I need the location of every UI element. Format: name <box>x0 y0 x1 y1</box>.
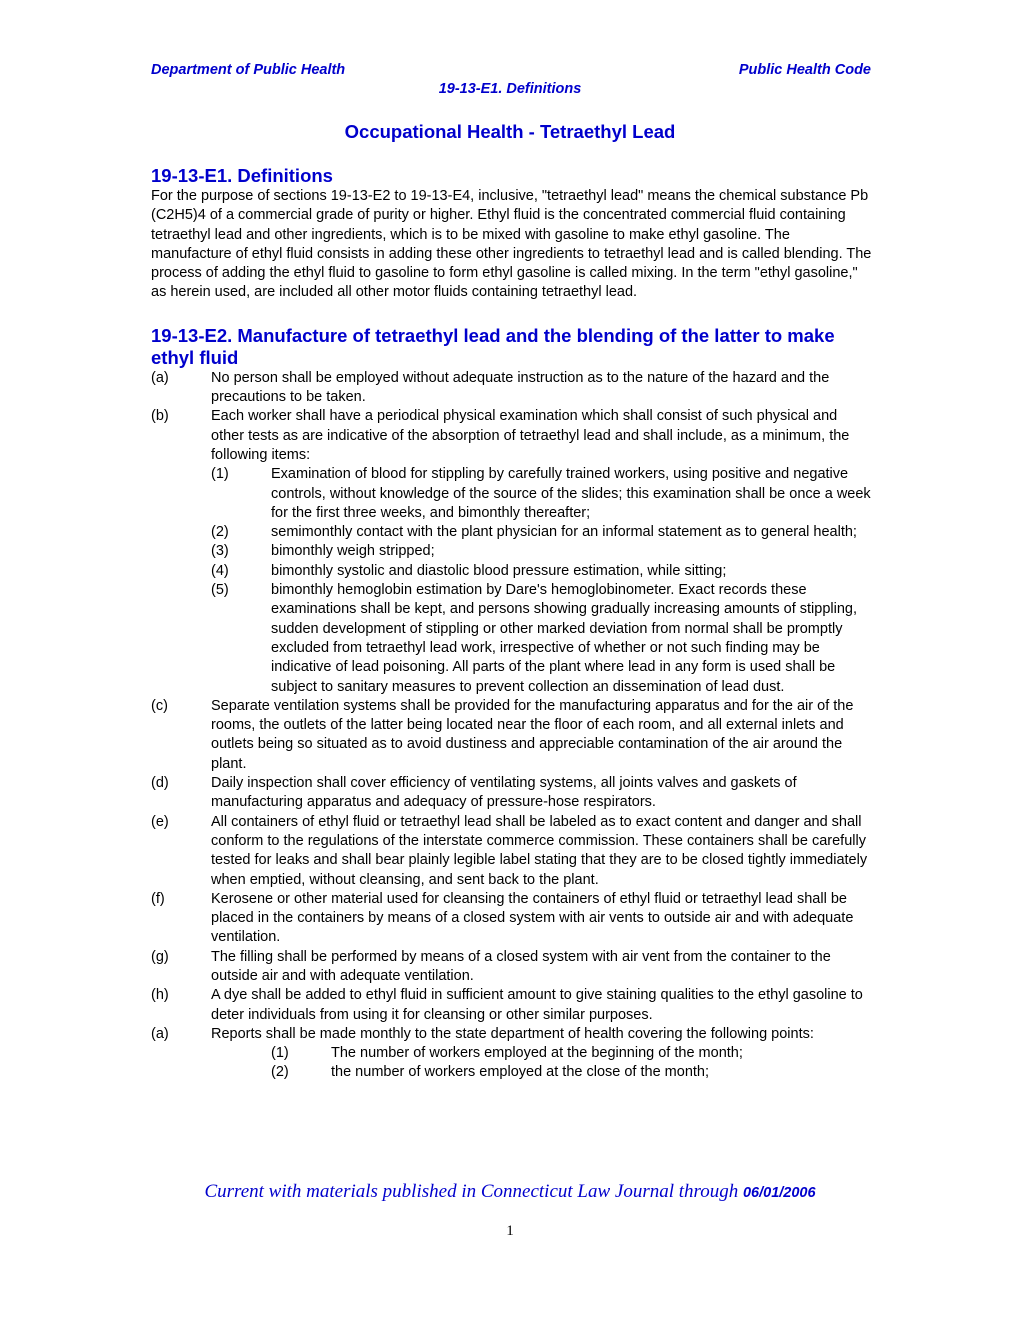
subitem-label: (5) <box>211 582 229 599</box>
subitem-text: Examination of blood for stippling by carefully trained workers, using positive and negative controls, without knowledge of the source of the slides; this examination shall be once a week for the first three weeks, and bimonthly thereafter; <box>271 466 871 521</box>
subsection-text: Daily inspection shall cover efficiency of ventilating systems, all joints valves and gaskets of manufacturing apparatus and adequacy of pressure-hose respirators. <box>211 775 797 811</box>
subsection-a <box>151 369 873 408</box>
header-code-title: Public Health Code <box>738 62 871 78</box>
subsection-text: Separate ventilation systems shall be provided for the manufacturing apparatus and for the air of the rooms, the outlets of the latter being located near the floor of each room, and all external inlets and outlets being so situated as to avoid dustiness and appreciable contamination of the air around the plant. <box>211 697 854 772</box>
report-point-text: The number of workers employed at the beginning of the month; <box>331 1045 743 1062</box>
footer-date: 06/01/2006 <box>742 1185 816 1201</box>
header-section-ref: 19-13-E1. Definitions <box>438 81 582 97</box>
subsection-label: (g) <box>151 948 169 965</box>
subitem-label: (4) <box>211 562 229 579</box>
subitem-text: bimonthly hemoglobin estimation by Dare's hemoglobinometer. Exact records these examinations shall be kept, and persons showing gradually increasing amounts of stippling, sudden development of stippling or other marked deviation from normal shall be promptly excluded from tetraethyl lead work, irrespective of whether or not such finding may be indicative of lead poisoning. All parts of the plant where lead in any form is used shall be subject to sanitary measures to prevent collection an dissemination of lead dust. <box>271 582 857 695</box>
subitem-b-2 <box>151 523 873 542</box>
subsection-reports <box>151 1025 873 1044</box>
subsection-text: Kerosene or other material used for cleansing the containers of ethyl fluid or tetraethyl lead shall be placed in the containers by means of a closed system with air vents to outside air and with adequate ventilation. <box>211 890 854 946</box>
subitem-b-3 <box>151 542 873 561</box>
subitem-b-5 <box>151 581 873 697</box>
report-point-1 <box>151 1044 873 1063</box>
subitem-text: bimonthly weigh stripped; <box>271 543 435 560</box>
section-19-13-e1-text: For the purpose of sections 19-13-E2 to 19-13-E4, inclusive, "tetraethyl lead" means the chemical substance Pb (C2H5)4 of a commercial grade of purity or higher. Ethyl fluid is the concentrated commercial fluid containing tetraethyl lead and other ingredients, which is to be mixed with gasoline to make ethyl gasoline. The manufacture of ethyl fluid consists in adding these other ingredients to tetraethyl lead and is called blending. The process of adding the ethyl fluid to gasoline to form ethyl gasoline is called mixing. In the term "ethyl gasoline," as herein used, are included all other motor fluids containing tetraethyl lead. <box>151 188 872 301</box>
subitem-label: (3) <box>211 543 229 560</box>
report-point-text: the number of workers employed at the close of the month; <box>331 1064 710 1081</box>
subsection-b <box>151 407 873 465</box>
subsection-label: (c) <box>151 697 168 714</box>
subsection-g <box>151 948 873 987</box>
footer-text: Current with materials published in Connecticut Law Journal through <box>204 1181 739 1202</box>
subitem-text: bimonthly systolic and diastolic blood pressure estimation, while sitting; <box>271 562 727 579</box>
subsection-c <box>151 697 873 774</box>
document-title: Occupational Health - Tetraethyl Lead <box>344 121 676 142</box>
subsection-label: (h) <box>151 987 169 1004</box>
subsection-text: No person shall be employed without adequate instruction as to the nature of the hazard and the precautions to be taken. <box>211 369 830 406</box>
subsection-label: (a) <box>151 369 169 386</box>
report-point-label: (2) <box>271 1064 289 1081</box>
subsection-e <box>151 813 873 890</box>
subsection-label: (e) <box>151 813 169 830</box>
subsection-label: (a) <box>151 1025 169 1042</box>
subitem-b-4 <box>151 562 873 581</box>
report-point-label: (1) <box>271 1045 289 1062</box>
header-department: Department of Public Health <box>151 62 346 78</box>
report-point-2 <box>151 1063 873 1082</box>
section-19-13-e2-heading: 19-13-E2. Manufacture of tetraethyl lead and the blending of the latter to make ethyl fluid <box>151 324 835 368</box>
subsection-label: (d) <box>151 775 169 792</box>
subitem-text: semimonthly contact with the plant physician for an informal statement as to general health; <box>271 524 857 541</box>
subsection-d <box>151 774 873 813</box>
page-number: 1 <box>506 1223 514 1239</box>
subitem-label: (2) <box>211 524 229 541</box>
document-body <box>151 165 873 1083</box>
subsection-text: Each worker shall have a periodical physical examination which shall consist of such physical and other tests as are indicative of the absorption of tetraethyl lead and shall include, as a minimum, the following items: <box>211 408 850 463</box>
subsection-label: (f) <box>151 890 165 907</box>
subsection-text: Reports shall be made monthly to the state department of health covering the following points: <box>211 1025 814 1042</box>
section-19-13-e1-heading: 19-13-E1. Definitions <box>151 165 333 186</box>
subsection-h <box>151 986 873 1025</box>
subitem-b-1 <box>151 465 873 523</box>
footer-currency-note <box>0 1181 1020 1203</box>
subsection-text: A dye shall be added to ethyl fluid in sufficient amount to give staining qualities to the ethyl gasoline to deter individuals from using it for cleansing or other similar purposes. <box>211 987 863 1023</box>
subitem-label: (1) <box>211 466 229 483</box>
subsection-text: The filling shall be performed by means of a closed system with air vent from the container to the outside air and with adequate ventilation. <box>211 948 831 984</box>
subsection-f <box>151 890 873 948</box>
subsection-text: All containers of ethyl fluid or tetraethyl lead shall be labeled as to exact content and danger and shall conform to the regulations of the interstate commerce commission. These containers shall be carefully tested for leaks and shall bear plainly legible label stating that they are to be closed tightly immediately when emptied, without cleansing, and sent back to the plant. <box>211 813 868 888</box>
subsection-label: (b) <box>151 408 169 425</box>
